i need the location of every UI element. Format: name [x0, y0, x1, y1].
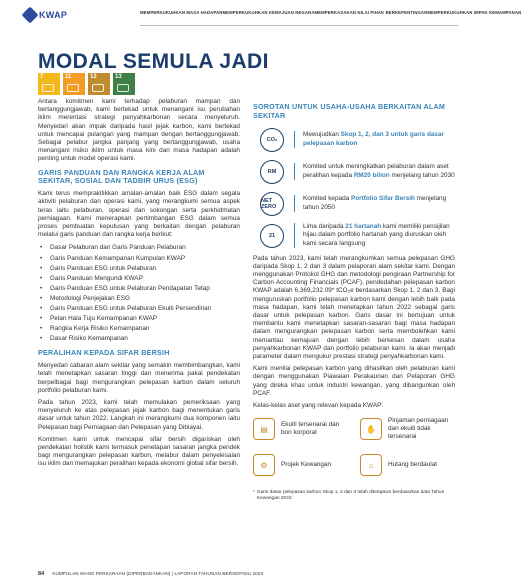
- kwap-logo: [24, 9, 67, 21]
- list-item: • Pelan Hala Tuju Kemampanan KWAP: [38, 314, 240, 324]
- left-column: [38, 98, 240, 473]
- list-item: • Rangka Kerja Risiko Kemampanan: [38, 324, 240, 334]
- list-item: • Garis Panduan ESG untuk Pelaburan: [38, 264, 240, 274]
- handshake-icon: ✋: [360, 418, 382, 440]
- highlight-item: [253, 223, 455, 249]
- header-divider: [140, 25, 458, 26]
- net-zero-icon: NET ZERO: [260, 192, 284, 216]
- footer-text: KUMPULAN WANG PERSARAAN (DIPERBADANKAN) | LAPORAN TAHUNAN BERSEPADU 2023: [52, 571, 264, 576]
- asset-class-item: [360, 450, 455, 480]
- logo-text: KWAP: [39, 10, 68, 20]
- highlights-heading: SOROTAN UNTUK USAHA-USAHA BERKAITAN ALAM SEKITAR: [253, 102, 446, 120]
- asset-class-item: [253, 450, 348, 480]
- sdg-icon: [67, 84, 79, 92]
- kwap-logo-icon: [22, 7, 39, 24]
- net-zero-paragraph-2: Pada tahun 2023, kami telah memulakan pemeriksaan yang menyeluruh ke atas pelepasan jejak karbon bagi menentukan garis dasar untuk tahun 2022. Langkah ini merangkumi dua komponen iaitu Pelepasan bagi Perniagaan dan Pelepasan yang Dibiayai.: [38, 398, 240, 431]
- nav-item[interactable]: MEMPERKASAKAN NILAI PIHAK BERKEPENTINGAN: [314, 10, 428, 15]
- co2-cloud-icon: CO₂: [260, 128, 284, 152]
- highlight-text: Lima daripada 21 hartanah kami memiliki pensijilan hijau dalam portfolio hartanah yang diuruskan oleh kami secara langsung: [294, 223, 455, 248]
- page-footer: [38, 571, 263, 577]
- footnote-text: Garis dasar pelepasan karbon Skop 1, 2 dan 3 telah ditetapkan berdasarkan data Tahun Kewangan 2022.: [256, 490, 445, 502]
- highlights-list: [253, 127, 455, 249]
- section-nav: [140, 10, 521, 15]
- right-column: [253, 98, 455, 503]
- list-item: • Garis Panduan Mengundi KWAP: [38, 274, 240, 284]
- net-zero-paragraph-3: Komitmen kami untuk mencapai sifar bersih digariskan oleh pendekatan holistik kami termasuk penetapan sasaran jangka pendek bagi mengurangkan pelepasan karbon, melabur dalam penyelesaian isu iklim dan memajukan peralihan kepada ekonomi global sifar bersih.: [38, 435, 240, 468]
- page-number: 84: [38, 571, 45, 577]
- list-item: • Garis Panduan Kemampanan Kumpulan KWAP: [38, 254, 240, 264]
- asset-classes-grid: [253, 414, 455, 480]
- nav-item[interactable]: MEMPERKUKUHKAN MASA HADAPAN: [140, 10, 223, 15]
- government-icon: ⌂: [360, 454, 382, 476]
- sdg-icon: [92, 84, 104, 92]
- footnote-mark: *: [253, 490, 255, 496]
- nav-item[interactable]: MEMPERKUKUHKAN IMPAK KEMAMPANAN: [427, 10, 521, 15]
- esg-heading: GARIS PANDUAN DAN RANGKA KERJA ALAM SEKITAR, SOSIAL DAN TADBIR URUS (ESG): [38, 167, 205, 186]
- highlight-text: Mewujudkan Skop 1, 2, dan 3 untuk garis dasar pelepasan karbon: [294, 131, 455, 147]
- list-item: • Garis Panduan ESG untuk Pelaburan Ekuiti Persendirian: [38, 304, 240, 314]
- highlight-item: [253, 159, 455, 185]
- highlight-item: [253, 191, 455, 217]
- esg-framework-list: [38, 243, 240, 344]
- list-item: • Dasar Risiko Kemampanan: [38, 334, 240, 344]
- footnote: [253, 490, 455, 502]
- list-item: • Garis Panduan ESG untuk Pelaburan Pendapatan Tetap: [38, 284, 240, 294]
- highlight-text: Komited untuk meningkatkan pelaburan dalam aset peralihan kepada RM20 bilion menjelang tahun 2030: [294, 163, 455, 179]
- asset-class-item: [253, 414, 348, 444]
- sdg-icon: [42, 84, 54, 92]
- emissions-paragraph: Pada tahun 2023, kami telah merangkumkan semua pelepasan GHG daripada Skop 1, 2 dan 3 dalam pelaporan alam sekitar kami. Dengan menggunakan Protokol GHG dan metodologi pengiraan Partnership for Carbon Accounting Financials (PCAF), pendedahan pelepasan karbon KWAP adalah 6,369,232.09* tCO₂e berdasarkan Skop 1, 2 dan 3. Bagi menguruskan portfolio pelepasan karbon kami dengan lebih baik pada masa hadapan, kami telah menetapkan tahun 2022 sebagai garis dasar untuk pelepasan karbon. Garis dasar ini bertujuan untuk membantu kami menetapkan sasaran-sasaran bagi masa hadapan dalam mengurangkan pelepasan karbon serta membolehkan kami memantau kemajuan dengan lebih berkesan dalam usaha penyahkarbonan KWAP dan portfolio pelaburan kami. Ia akan menjadi parameter dalam mengukur prestasi strategi penyahkarbonan kami.: [253, 254, 455, 361]
- sdg-badge-11: 11: [63, 73, 85, 95]
- asset-class-label: Pinjaman perniagaan dan ekuiti tidak tersenarai: [388, 416, 449, 441]
- page-title: MODAL SEMULA JADI: [38, 50, 269, 73]
- esg-paragraph: Kami terus memprakitikkan amalan-amalan baik ESG dalam segala aktiviti pelaburan dan operasi kami, yang merangkumi semua aspek teras iaitu pelaburan, operasi dan sokongan serta perkhidmatan perniagaan. Kami menerapkan pertimbangan ESG dalam semua proses pembuatan keputusan yang berkaitan dengan pelaburan melalui garis panduan dan rangka kerja berikut:: [38, 190, 240, 239]
- nav-item[interactable]: MEMPERKUKUHKAN KEMAJUAN NEGARA: [222, 10, 315, 15]
- highlight-item: [253, 127, 455, 153]
- page-header: [0, 0, 521, 30]
- money-icon: RM: [260, 160, 284, 184]
- project-icon: ⚙: [253, 454, 275, 476]
- list-item: • Dasar Pelaburan dan Garis Panduan Pelaburan: [38, 243, 240, 253]
- chart-icon: ▤: [253, 418, 275, 440]
- highlight-text: Komited kepada Portfolio Sifar Bersih menjelang tahun 2050: [294, 195, 455, 211]
- net-zero-heading: PERALIHAN KEPADA SIFAR BERSIH: [38, 348, 170, 358]
- pcaf-paragraph: Kami menilai pelepasan karbon yang dihasilkan oleh pelaburan kami dengan menggunakan Piawaian Perakaunan dan Pelaporan GHG yang direka khas untuk industri kewangan, yang dibangunkan oleh PCAF.: [253, 365, 455, 397]
- sdg-badge-13: 13: [113, 73, 135, 95]
- intro-paragraph: Antara komitmen kami terhadap pelaburan mampan dan bertanggungjawab, kami bertekad untuk menangani isu perubahan iklim merentasi strategi penyahkarbonan secara menyeluruh. Menyedari akan impak daripada hasil jejak karbon, kami bertekad untuk mencapai pulangan yang mampan dengan bertanggungjawab. Sebagai pelabur jangka panjang yang bertanggungjawab, usaha menangani risiko iklim untuk masa kini dan masa hadapan adalah penting untuk model operasi kami.: [38, 98, 240, 163]
- sdg-badge-12: 12: [88, 73, 110, 95]
- asset-classes-intro: Kelas-kelas aset yang relevan kepada KWAP:: [253, 402, 384, 410]
- asset-class-label: Hutang berdaulat: [388, 461, 438, 469]
- sdg-icon: [117, 84, 129, 92]
- asset-class-label: Projek Kewangan: [281, 461, 332, 469]
- asset-class-item: [360, 414, 455, 444]
- list-item: • Metodologi Penjejakan ESG: [38, 294, 240, 304]
- green-building-icon: 21: [260, 224, 284, 248]
- sdg-badges: [38, 73, 135, 95]
- sdg-badge-7: 7: [38, 73, 60, 95]
- net-zero-paragraph-1: Menyedari cabaran alam sekitar yang semakin membimbangkan, kami telah menetapkan sasaran tinggi dan menerima pakai pendekatan berpelbagai bagi mengurangkan pelepasan karbon dalam seluruh portfolio pelaburan kami.: [38, 362, 240, 394]
- asset-class-label: Ekuiti tersenarai dan bon korporat: [281, 421, 340, 437]
